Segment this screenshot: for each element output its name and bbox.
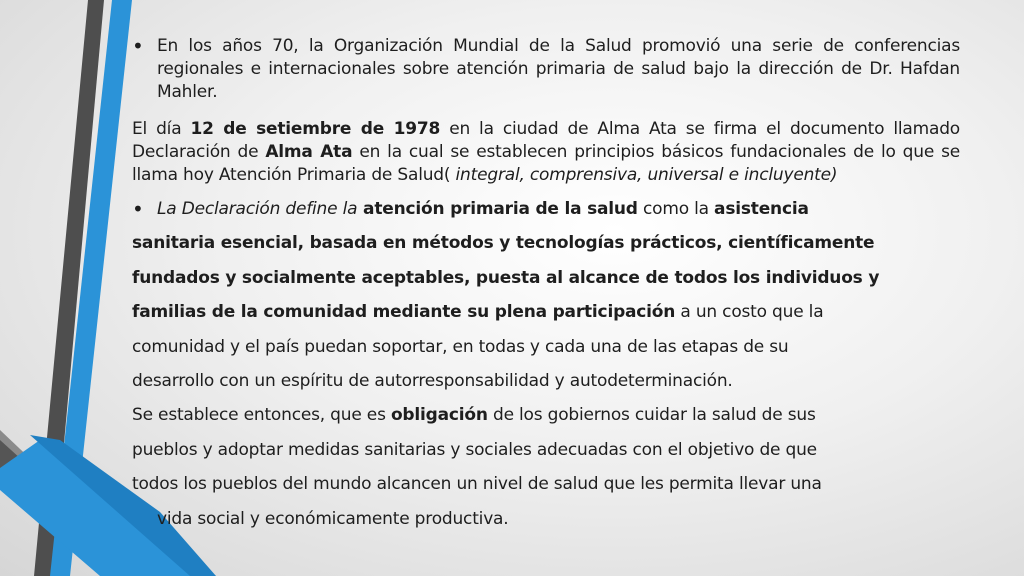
alma-ata-text-2: en la ciudad de Alma Ata se firma el documento llamado Declaración de: [132, 119, 960, 162]
definition-line-3: [132, 267, 962, 290]
paragraph-who-conferences: [132, 34, 960, 104]
definition-line-5-text: comunidad y el país puedan soportar, en todas y cada una de las etapas de su: [132, 337, 789, 357]
obligation-word: obligación: [390, 405, 488, 425]
definition-intro: La Declaración define la: [157, 199, 358, 219]
paragraph-alma-ata: [132, 118, 960, 187]
obligation-text-1: Se establece entonces, que es: [132, 405, 391, 425]
who-conferences-text: En los años 70, la Organización Mundial de la Salud promovió una serie de conferencias regionales e internacionales sobre atención primaria de salud bajo la dirección de Dr. Hafdan Mahler.: [157, 36, 960, 102]
alma-ata-name: Alma Ata: [265, 142, 353, 162]
definition-connector: como la: [637, 199, 715, 219]
obligation-line-3: [132, 473, 962, 496]
obligation-line-3-text: todos los pueblos del mundo alcancen un nivel de salud que les permita llevar una: [132, 474, 822, 494]
definition-line-2: [132, 232, 962, 255]
definition-line-4-text: a un costo que la: [675, 302, 824, 322]
definition-line-5: [132, 336, 962, 359]
alma-ata-date: 12 de setiembre de 1978: [190, 119, 441, 139]
definition-term: atención primaria de la salud: [357, 199, 638, 219]
alma-ata-text-1: El día: [132, 119, 191, 139]
alma-ata-italic: integral, comprensiva, universal e incluyente): [455, 165, 838, 185]
obligation-line-1: [132, 404, 962, 427]
definition-line-4: [132, 301, 962, 324]
definition-line-6: [132, 370, 962, 393]
definition-line-6-text: desarrollo con un espíritu de autorresponsabilidad y autodeterminación.: [132, 371, 733, 391]
definition-line-3-text: fundados y socialmente aceptables, puesta al alcance de todos los individuos y: [132, 268, 880, 288]
bullet-1: •: [132, 34, 144, 58]
definition-line-2-text: sanitaria esencial, basada en métodos y tecnologías prácticos, científicamente: [132, 233, 875, 253]
obligation-line-4: [157, 508, 987, 531]
definition-line-1: [157, 198, 987, 221]
obligation-line-4-text: vida social y económicamente productiva.: [157, 509, 509, 529]
definition-assistance: asistencia: [714, 199, 809, 219]
obligation-text-2: de los gobiernos cuidar la salud de sus: [487, 405, 816, 425]
definition-line-4-bold: familias de la comunidad mediante su plena participación: [132, 302, 676, 322]
bullet-2: •: [132, 197, 144, 221]
obligation-line-2: [132, 439, 962, 462]
obligation-line-2-text: pueblos y adoptar medidas sanitarias y sociales adecuadas con el objetivo de que: [132, 440, 817, 460]
alma-ata-text-3: en la cual se establecen principios básicos fundacionales de lo que se llama hoy Atención Primaria de Salud(: [132, 142, 960, 185]
